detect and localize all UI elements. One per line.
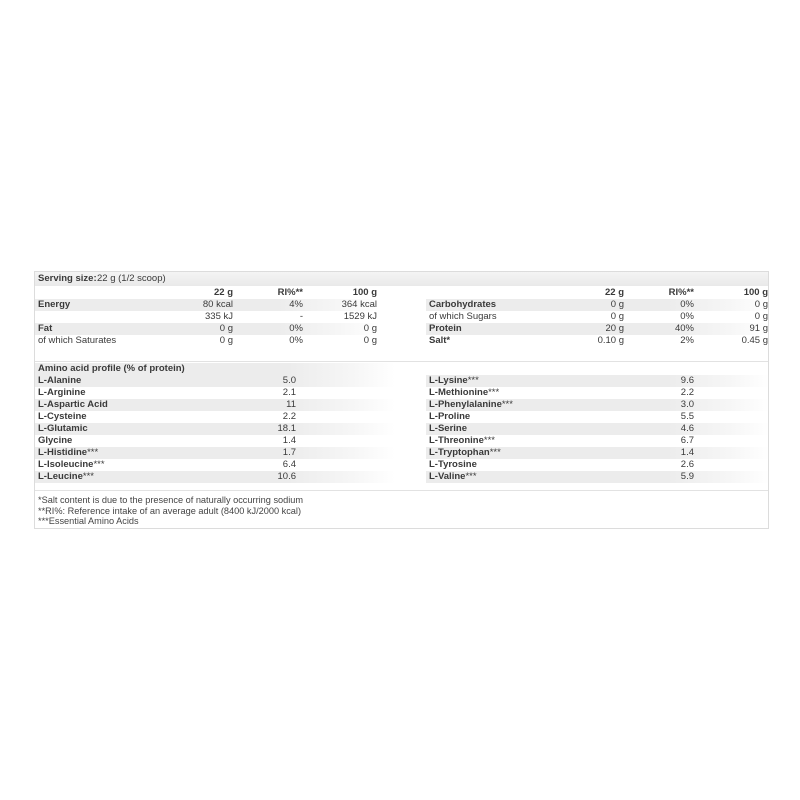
nutrient-name: of which Sugars xyxy=(429,311,497,322)
amino-name-cell xyxy=(38,399,108,411)
header-ri: RI%** xyxy=(277,287,303,298)
amino-name-cell xyxy=(429,471,477,483)
nutrient-per-100g: 91 g xyxy=(749,323,768,334)
section-divider xyxy=(35,361,768,362)
amino-name: L-Methionine xyxy=(429,387,489,398)
amino-name-cell xyxy=(429,411,470,423)
amino-name-cell xyxy=(429,435,495,447)
amino-name-cell xyxy=(38,411,87,423)
nutrition-row xyxy=(35,311,380,323)
nutrient-per-serving: 0 g xyxy=(219,323,233,334)
header-per-serving: 22 g xyxy=(604,287,624,298)
essential-marker: *** xyxy=(465,471,477,482)
amino-title: Amino acid profile (% of protein) xyxy=(38,363,185,374)
amino-name: L-Tryptophan xyxy=(429,447,490,458)
amino-name: L-Histidine xyxy=(38,447,88,458)
amino-value: 5.5 xyxy=(680,411,694,422)
amino-title-row xyxy=(35,363,395,375)
amino-name-cell xyxy=(38,375,81,387)
nutrient-per-serving: 20 g xyxy=(605,323,624,334)
amino-value: 3.0 xyxy=(680,399,694,410)
nutrient-per-serving: 0.10 g xyxy=(597,335,624,346)
amino-value: 6.7 xyxy=(680,435,694,446)
amino-name: L-Threonine xyxy=(429,435,484,446)
amino-row xyxy=(35,387,395,399)
amino-name-cell xyxy=(429,399,513,411)
amino-row xyxy=(426,447,770,459)
nutrition-header-right xyxy=(426,287,770,299)
serving-size-value: 22 g (1/2 scoop) xyxy=(97,273,166,284)
nutrient-per-100g: 364 kcal xyxy=(341,299,377,310)
essential-marker: *** xyxy=(82,471,94,482)
amino-row xyxy=(35,375,395,387)
nutrition-row xyxy=(426,323,770,335)
amino-row xyxy=(426,435,770,447)
amino-name: L-Serine xyxy=(429,423,468,434)
nutrient-per-100g: 0 g xyxy=(363,335,377,346)
amino-value: 5.9 xyxy=(680,471,694,482)
nutrient-name: Carbohydrates xyxy=(429,299,497,310)
nutrient-ri: 0% xyxy=(289,335,303,346)
amino-name-cell xyxy=(429,375,479,387)
nutrient-per-serving: 0 g xyxy=(610,311,624,322)
footnote-ri: **RI%: Reference intake of an average adult (8400 kJ/2000 kcal) xyxy=(38,505,302,516)
amino-name-cell xyxy=(38,423,88,435)
amino-row xyxy=(426,411,770,423)
footnote-salt: *Salt content is due to the presence of naturally occurring sodium xyxy=(38,495,304,505)
nutrient-name: Salt* xyxy=(429,335,451,346)
amino-name-cell xyxy=(38,435,72,447)
nutrition-facts-panel xyxy=(34,271,769,529)
amino-name-cell xyxy=(38,471,94,483)
amino-name: L-Lysine xyxy=(429,375,468,386)
amino-value: 1.7 xyxy=(282,447,296,458)
amino-name-cell xyxy=(429,447,501,459)
amino-row xyxy=(426,387,770,399)
amino-row xyxy=(426,375,770,387)
nutrition-header-left xyxy=(35,287,380,299)
amino-row xyxy=(426,399,770,411)
essential-marker: *** xyxy=(483,435,495,446)
amino-value: 10.6 xyxy=(277,471,296,482)
essential-marker: *** xyxy=(467,375,479,386)
amino-name: L-Aspartic Acid xyxy=(38,399,108,410)
amino-name: L-Arginine xyxy=(38,387,86,398)
amino-value: 2.1 xyxy=(282,387,296,398)
amino-name: L-Tyrosine xyxy=(429,459,477,470)
nutrient-per-serving: 0 g xyxy=(219,335,233,346)
amino-row xyxy=(426,471,770,483)
amino-name-cell xyxy=(38,459,105,471)
amino-row xyxy=(35,399,395,411)
nutrient-per-serving: 0 g xyxy=(610,299,624,310)
serving-size-bar xyxy=(35,272,768,286)
amino-name-cell xyxy=(429,387,499,399)
amino-name: L-Isoleucine xyxy=(38,459,94,470)
nutrition-row xyxy=(426,311,770,323)
amino-name: L-Leucine xyxy=(38,471,83,482)
nutrition-row xyxy=(426,299,770,311)
amino-name-cell xyxy=(38,387,86,399)
nutrient-per-serving: 80 kcal xyxy=(202,299,233,310)
nutrient-per-serving: 335 kJ xyxy=(205,311,233,322)
amino-name: Glycine xyxy=(38,435,73,446)
amino-acid-table xyxy=(35,363,768,489)
amino-name: L-Valine xyxy=(429,471,466,482)
amino-row xyxy=(35,411,395,423)
amino-value: 1.4 xyxy=(282,435,296,446)
amino-row xyxy=(426,423,770,435)
amino-name-cell xyxy=(38,447,98,459)
nutrition-row xyxy=(35,335,380,347)
amino-row xyxy=(35,459,395,471)
nutrient-ri: 0% xyxy=(680,311,694,322)
amino-name: L-Proline xyxy=(429,411,471,422)
nutrient-ri: 40% xyxy=(674,323,694,334)
nutrient-ri: 0% xyxy=(289,323,303,334)
amino-value: 2.2 xyxy=(282,411,296,422)
serving-size-label: Serving size: xyxy=(38,273,97,284)
amino-value: 4.6 xyxy=(680,423,694,434)
nutrient-name: Fat xyxy=(38,323,53,334)
essential-marker: *** xyxy=(501,399,513,410)
amino-row xyxy=(35,447,395,459)
nutrient-per-100g: 0 g xyxy=(363,323,377,334)
nutrition-row xyxy=(35,299,380,311)
section-divider xyxy=(35,490,768,491)
amino-name-cell xyxy=(429,423,467,435)
amino-value: 2.2 xyxy=(680,387,694,398)
nutrient-per-100g: 0.45 g xyxy=(741,335,768,346)
footnotes xyxy=(38,495,303,527)
nutrient-name: of which Saturates xyxy=(38,335,117,346)
amino-row xyxy=(35,435,395,447)
amino-name: L-Alanine xyxy=(38,375,82,386)
nutrient-per-100g: 1529 kJ xyxy=(343,311,377,322)
header-per-100g: 100 g xyxy=(352,287,377,298)
essential-marker: *** xyxy=(87,447,99,458)
essential-marker: *** xyxy=(488,387,500,398)
amino-value: 9.6 xyxy=(680,375,694,386)
nutrient-name: Energy xyxy=(38,299,71,310)
nutrition-row xyxy=(426,335,770,347)
amino-row xyxy=(35,471,395,483)
amino-row xyxy=(426,459,770,471)
amino-name-cell xyxy=(429,459,477,471)
nutrition-table xyxy=(35,286,768,362)
amino-value: 5.0 xyxy=(282,375,296,386)
amino-row xyxy=(35,423,395,435)
amino-value: 18.1 xyxy=(277,423,296,434)
amino-name: L-Cysteine xyxy=(38,411,87,422)
amino-value: 1.4 xyxy=(680,447,694,458)
header-per-serving: 22 g xyxy=(213,287,233,298)
amino-name: L-Glutamic xyxy=(38,423,88,434)
nutrient-ri: 4% xyxy=(289,299,303,310)
nutrient-ri: - xyxy=(299,311,303,322)
essential-marker: *** xyxy=(93,459,105,470)
essential-marker: *** xyxy=(489,447,501,458)
amino-value: 6.4 xyxy=(282,459,296,470)
footnote-essential: ***Essential Amino Acids xyxy=(38,516,139,526)
amino-value: 2.6 xyxy=(680,459,694,470)
amino-name: L-Phenylalanine xyxy=(429,399,502,410)
header-per-100g: 100 g xyxy=(743,287,768,298)
nutrition-row xyxy=(35,323,380,335)
nutrient-ri: 2% xyxy=(680,335,694,346)
nutrient-ri: 0% xyxy=(680,299,694,310)
amino-value: 11 xyxy=(286,399,296,410)
nutrient-per-100g: 0 g xyxy=(754,299,768,310)
header-ri: RI%** xyxy=(668,287,694,298)
nutrient-name: Protein xyxy=(429,323,462,334)
nutrient-per-100g: 0 g xyxy=(754,311,768,322)
